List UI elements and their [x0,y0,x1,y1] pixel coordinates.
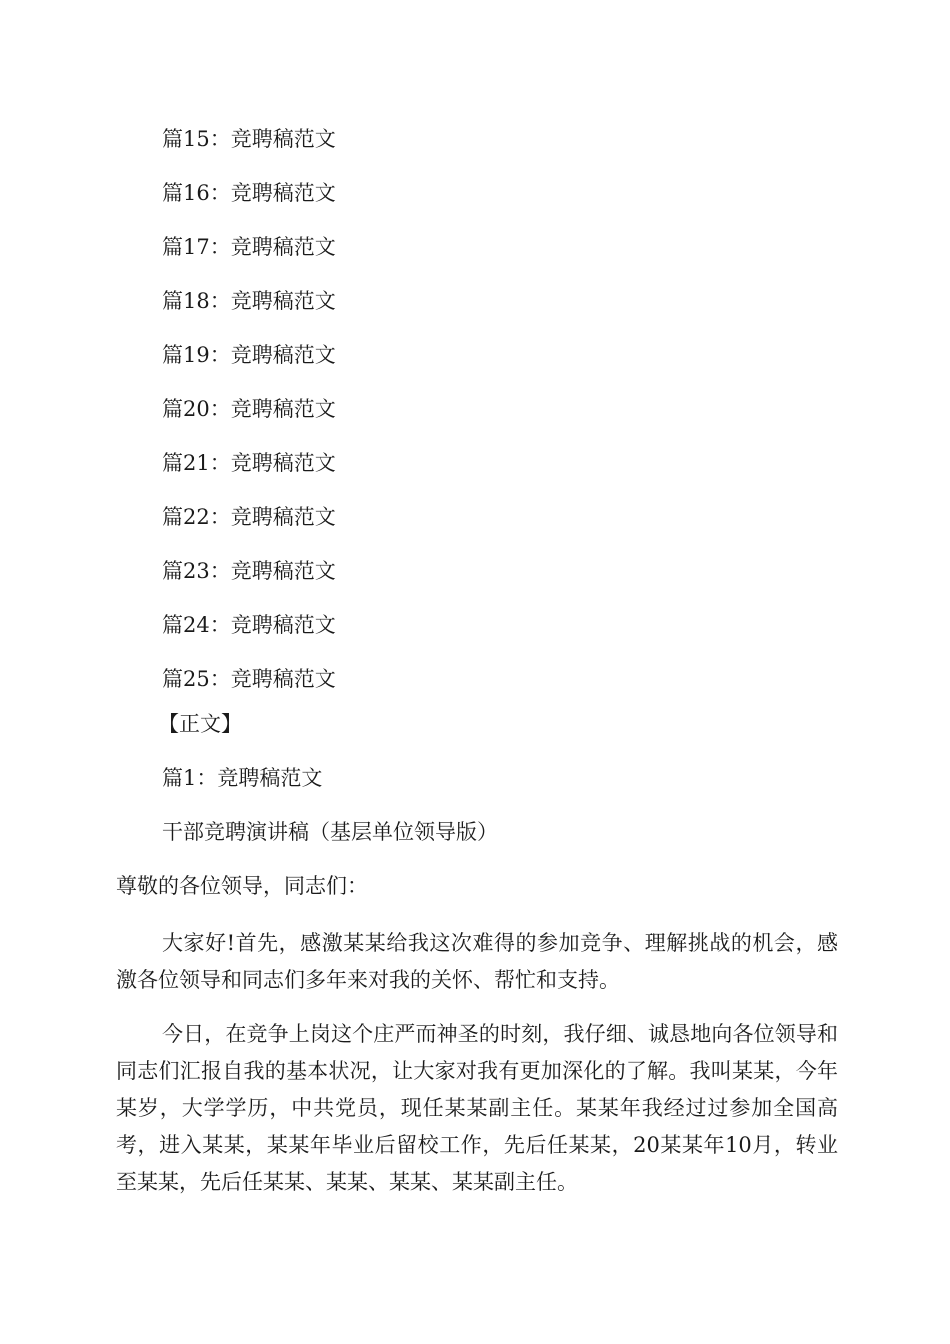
toc-item: 篇20：竞聘稿范文 [162,397,336,421]
toc-item: 篇24：竞聘稿范文 [162,613,336,637]
section-label: 【正文】 [158,712,242,736]
body-paragraph: 大家好!首先，感激某某给我这次难得的参加竞争、理解挑战的机会，感激各位领导和同志们多年来对我的关怀、帮忙和支持。 [116,931,838,992]
speech-title: 干部竞聘演讲稿（基层单位领导版） [162,820,498,844]
table-of-contents [162,112,336,706]
toc-item: 篇15：竞聘稿范文 [162,127,336,151]
toc-item: 篇19：竞聘稿范文 [162,343,336,367]
salutation: 尊敬的各位领导，同志们： [116,874,368,898]
toc-item: 篇16：竞聘稿范文 [162,181,336,205]
toc-item: 篇17：竞聘稿范文 [162,235,336,259]
toc-item: 篇23：竞聘稿范文 [162,559,336,583]
toc-item: 篇22：竞聘稿范文 [162,505,336,529]
toc-item: 篇18：竞聘稿范文 [162,289,336,313]
body-paragraph: 今日，在竞争上岗这个庄严而神圣的时刻，我仔细、诚恳地向各位领导和同志们汇报自我的基本状况，让大家对我有更加深化的了解。我叫某某，今年某岁，大学学历，中共党员，现任某某副主任。某某年我经过过参加全国高考，进入某某，某某年毕业后留校工作，先后任某某，20某某年10月，转业至某某，先后任某某、某某、某某、某某副主任。 [116,1022,838,1194]
toc-item: 篇21：竞聘稿范文 [162,451,336,475]
toc-item: 篇25：竞聘稿范文 [162,667,336,691]
article-heading: 篇1：竞聘稿范文 [162,766,323,790]
